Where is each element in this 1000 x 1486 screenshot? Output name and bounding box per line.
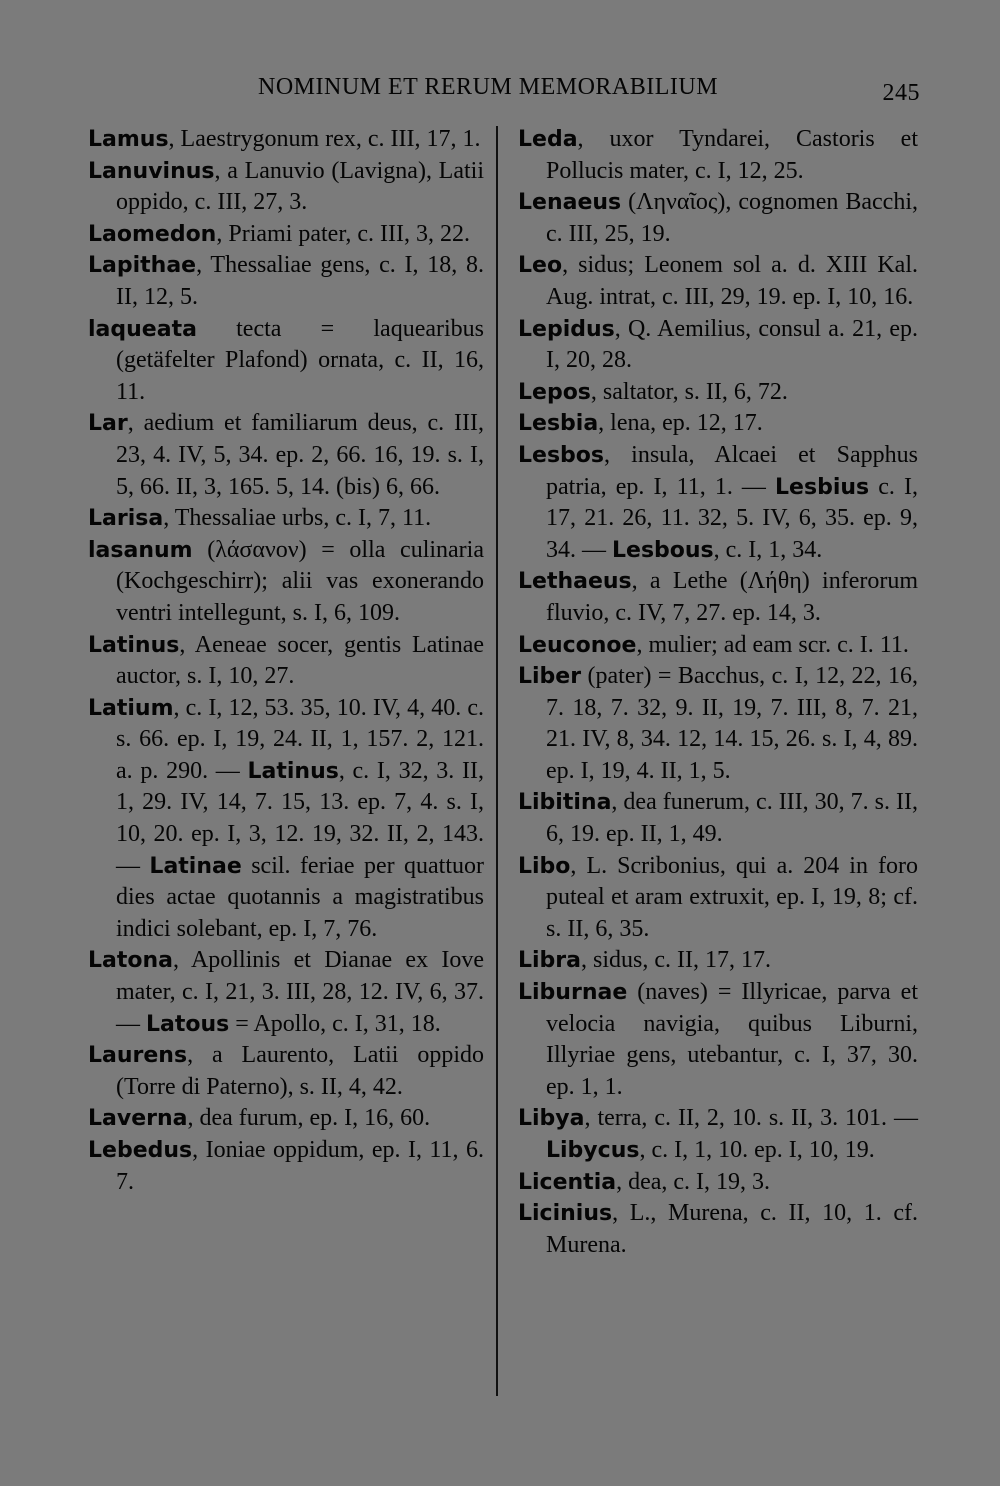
entry-text: , lena, ep. 12, 17. bbox=[598, 410, 763, 437]
entry-text: , sidus, c. II, 17, 17. bbox=[581, 947, 771, 974]
entry-headword: Liber bbox=[518, 664, 582, 690]
entry-headword: Lesbius bbox=[775, 474, 870, 500]
entry-text: , L. Scribonius, qui a. 204 in foro puteal et aram extruxit, ep. I, 19, 8; cf. s. II, 6, 35. bbox=[546, 852, 918, 942]
column-divider bbox=[496, 126, 498, 1396]
index-entry bbox=[518, 408, 918, 440]
entry-headword: Libycus bbox=[546, 1138, 640, 1163]
entry-headword: Latinus bbox=[247, 758, 339, 784]
index-entry bbox=[518, 787, 918, 850]
entry-text: (λάσανον) = olla culinaria (Kochgeschirr); alii vas exonerando ventri intellegunt, s. I, 6, 109. bbox=[116, 536, 484, 626]
index-entry bbox=[518, 1103, 918, 1166]
entry-text: , insula, Alcaei et Sapphus patria, ep. I, 11, 1. — bbox=[546, 441, 918, 500]
index-entry bbox=[518, 187, 918, 250]
entry-headword: Lar bbox=[88, 411, 128, 437]
entry-text: , Thessaliae urbs, c. I, 7, 11. bbox=[163, 505, 432, 532]
entry-headword: Lesbous bbox=[612, 537, 714, 563]
entry-headword: Licinius bbox=[518, 1201, 613, 1227]
entry-text: , dea, c. I, 19, 3. bbox=[616, 1168, 771, 1195]
entry-text: , a Laurento, Latii oppido (Torre di Paterno), s. II, 4, 42. bbox=[116, 1042, 484, 1100]
entry-headword: Lepidus bbox=[518, 316, 615, 342]
entry-text: , a Lanuvio (Lavigna), Latii oppido, c. III, 27, 3. bbox=[116, 157, 484, 216]
entry-text: = Apollo, c. I, 31, 18. bbox=[229, 1010, 441, 1037]
index-entry bbox=[88, 630, 484, 693]
entry-text: , saltator, s. II, 6, 72. bbox=[590, 378, 788, 405]
entry-text: , c. I, 1, 34. bbox=[713, 536, 823, 563]
entry-headword: Lenaeus bbox=[518, 190, 622, 216]
entry-headword: Latium bbox=[88, 695, 174, 721]
index-entry bbox=[88, 219, 484, 251]
entry-text: c. I, 17, 21. 26, 11. 32, 5. IV, 6, 35. ep. 9, 34. — bbox=[546, 473, 918, 563]
index-entry bbox=[88, 693, 484, 946]
entry-headword: Liburnae bbox=[518, 980, 628, 1006]
index-entry bbox=[518, 250, 918, 313]
entry-text: scil. feriae per quattuor dies actae quotannis a magistratibus indici solebant, ep. I, 7, 76. bbox=[116, 852, 485, 942]
entry-text: , dea furum, ep. I, 16, 60. bbox=[187, 1105, 431, 1132]
left-column bbox=[88, 124, 484, 1198]
entry-headword: Laomedon bbox=[88, 221, 217, 247]
entry-text: , mulier; ad eam scr. c. I. 11. bbox=[636, 631, 909, 658]
index-entry bbox=[518, 630, 918, 662]
index-entry bbox=[88, 1135, 484, 1198]
entry-headword: Larisa bbox=[88, 506, 164, 532]
entry-text: , c. I, 1, 10. ep. I, 10, 19. bbox=[639, 1137, 875, 1163]
index-entry bbox=[518, 566, 918, 629]
entry-text: (Ληναῖος), cognomen Bacchi, c. III, 25, 19. bbox=[546, 189, 918, 247]
entry-text: , c. I, 12, 53. 35, 10. IV, 4, 40. c. s. 66. ep. I, 19, 24. II, 1, 157. 2, 121. a. p. 290. — bbox=[116, 694, 484, 784]
entry-headword: Libra bbox=[518, 948, 582, 974]
entry-headword: Lanuvinus bbox=[88, 158, 215, 184]
entry-headword: Libitina bbox=[518, 790, 612, 816]
index-entry bbox=[518, 1167, 918, 1199]
index-entry bbox=[88, 314, 484, 409]
entry-text: , Laestrygonum rex, c. III, 17, 1. bbox=[168, 126, 481, 152]
index-entry bbox=[88, 535, 484, 630]
entry-headword: Licentia bbox=[518, 1169, 617, 1195]
index-entry bbox=[518, 377, 918, 409]
entry-headword: Leo bbox=[518, 253, 563, 279]
entry-headword: Lebedus bbox=[88, 1138, 193, 1163]
entry-headword: Lesbos bbox=[518, 442, 604, 468]
entry-text: , Priami pater, c. III, 3, 22. bbox=[216, 220, 470, 247]
entry-text: , c. I, 32, 3. II, 1, 29. IV, 14, 7. 15, 13. ep. 7, 4. s. I, 10, 20. ep. I, 3, 12. 19, 32. II, 2, 143. — bbox=[116, 757, 484, 879]
entry-text: , Q. Aemilius, consul a. 21, ep. I, 20, 28. bbox=[546, 315, 918, 374]
entry-headword: Latinae bbox=[149, 853, 242, 879]
entry-headword: Latous bbox=[146, 1011, 230, 1037]
entry-headword: Lesbia bbox=[518, 411, 599, 437]
entry-headword: Libo bbox=[518, 853, 571, 879]
index-entry bbox=[518, 314, 918, 377]
index-entry bbox=[88, 1103, 484, 1135]
entry-headword: lasanum bbox=[88, 537, 193, 563]
right-column bbox=[518, 124, 918, 1261]
entry-text: , terra, c. II, 2, 10. s. II, 3. 101. — bbox=[584, 1105, 918, 1132]
index-entry bbox=[88, 503, 484, 535]
entry-text: , sidus; Leonem sol a. d. XIII Kal. Aug. intrat, c. III, 29, 19. ep. I, 10, 16. bbox=[546, 252, 918, 310]
entry-text: , L., Murena, c. II, 10, 1. cf. Murena. bbox=[546, 1200, 918, 1258]
entry-headword: Leuconoe bbox=[518, 632, 637, 658]
entry-headword: Libya bbox=[518, 1106, 585, 1132]
entry-headword: laqueata bbox=[88, 316, 197, 342]
index-entry bbox=[88, 156, 484, 219]
entry-headword: Laurens bbox=[88, 1043, 188, 1069]
page-number: 245 bbox=[882, 80, 920, 106]
entry-headword: Latona bbox=[88, 948, 174, 974]
index-entry bbox=[518, 661, 918, 787]
entry-text: (pater) = Bacchus, c. I, 12, 22, 16, 7. 18, 7. 32, 9. II, 19, 7. III, 8, 7. 21, 21. IV, 8, 34. 12, 14. 15, 26. s. I, 4, 89. ep. I, 19, 4. II, 1, 5. bbox=[546, 663, 918, 784]
index-entry bbox=[518, 977, 918, 1103]
index-entry bbox=[518, 945, 918, 977]
entry-headword: Lepos bbox=[518, 379, 591, 405]
index-entry bbox=[518, 440, 918, 566]
entry-headword: Lamus bbox=[88, 127, 169, 152]
entry-headword: Leda bbox=[518, 127, 578, 152]
entry-text: , Ioniae oppidum, ep. I, 11, 6. 7. bbox=[116, 1137, 484, 1195]
entry-headword: Lapithae bbox=[88, 253, 197, 279]
index-entry bbox=[518, 124, 918, 187]
index-entry bbox=[88, 250, 484, 313]
index-entry bbox=[88, 945, 484, 1040]
index-entry bbox=[88, 408, 484, 503]
index-entry bbox=[88, 124, 484, 156]
entry-headword: Laverna bbox=[88, 1106, 188, 1132]
entry-text: , Aeneae socer, gentis Latinae auctor, s. I, 10, 27. bbox=[116, 631, 484, 690]
index-entry bbox=[88, 1040, 484, 1103]
running-head-title: NOMINUM ET RERUM MEMORABILIUM bbox=[258, 74, 719, 100]
index-entry bbox=[518, 851, 918, 946]
entry-text: (naves) = Illyricae, parva et velocia navigia, quibus Liburni, Illyriae gens, utebantur, c. I, 37, 30. ep. 1, 1. bbox=[546, 979, 918, 1100]
entry-text: , a Lethe (Λήθη) inferorum fluvio, c. IV, 7, 27. ep. 14, 3. bbox=[546, 568, 918, 626]
entry-text: , dea funerum, c. III, 30, 7. s. II, 6, 19. ep. II, 1, 49. bbox=[546, 789, 918, 848]
entry-text: , uxor Tyndarei, Castoris et Pollucis mater, c. I, 12, 25. bbox=[546, 126, 918, 184]
entry-headword: Lethaeus bbox=[518, 569, 632, 595]
entry-text: , aedium et familiarum deus, c. III, 23, 4. IV, 5, 34. ep. 2, 66. 16, 19. s. I, 5, 66. II, 3, 165. 5, 14. (bis) 6, 66. bbox=[116, 410, 484, 500]
entry-text: , Thessaliae gens, c. I, 18, 8. II, 12, 5. bbox=[116, 252, 484, 310]
index-entry bbox=[518, 1198, 918, 1261]
entry-text: tecta = laquearibus (getäfelter Plafond) ornata, c. II, 16, 11. bbox=[116, 315, 484, 405]
entry-headword: Latinus bbox=[88, 632, 180, 658]
entry-text: , Apollinis et Dianae ex Iove mater, c. I, 21, 3. III, 28, 12. IV, 6, 37. — bbox=[116, 947, 484, 1037]
